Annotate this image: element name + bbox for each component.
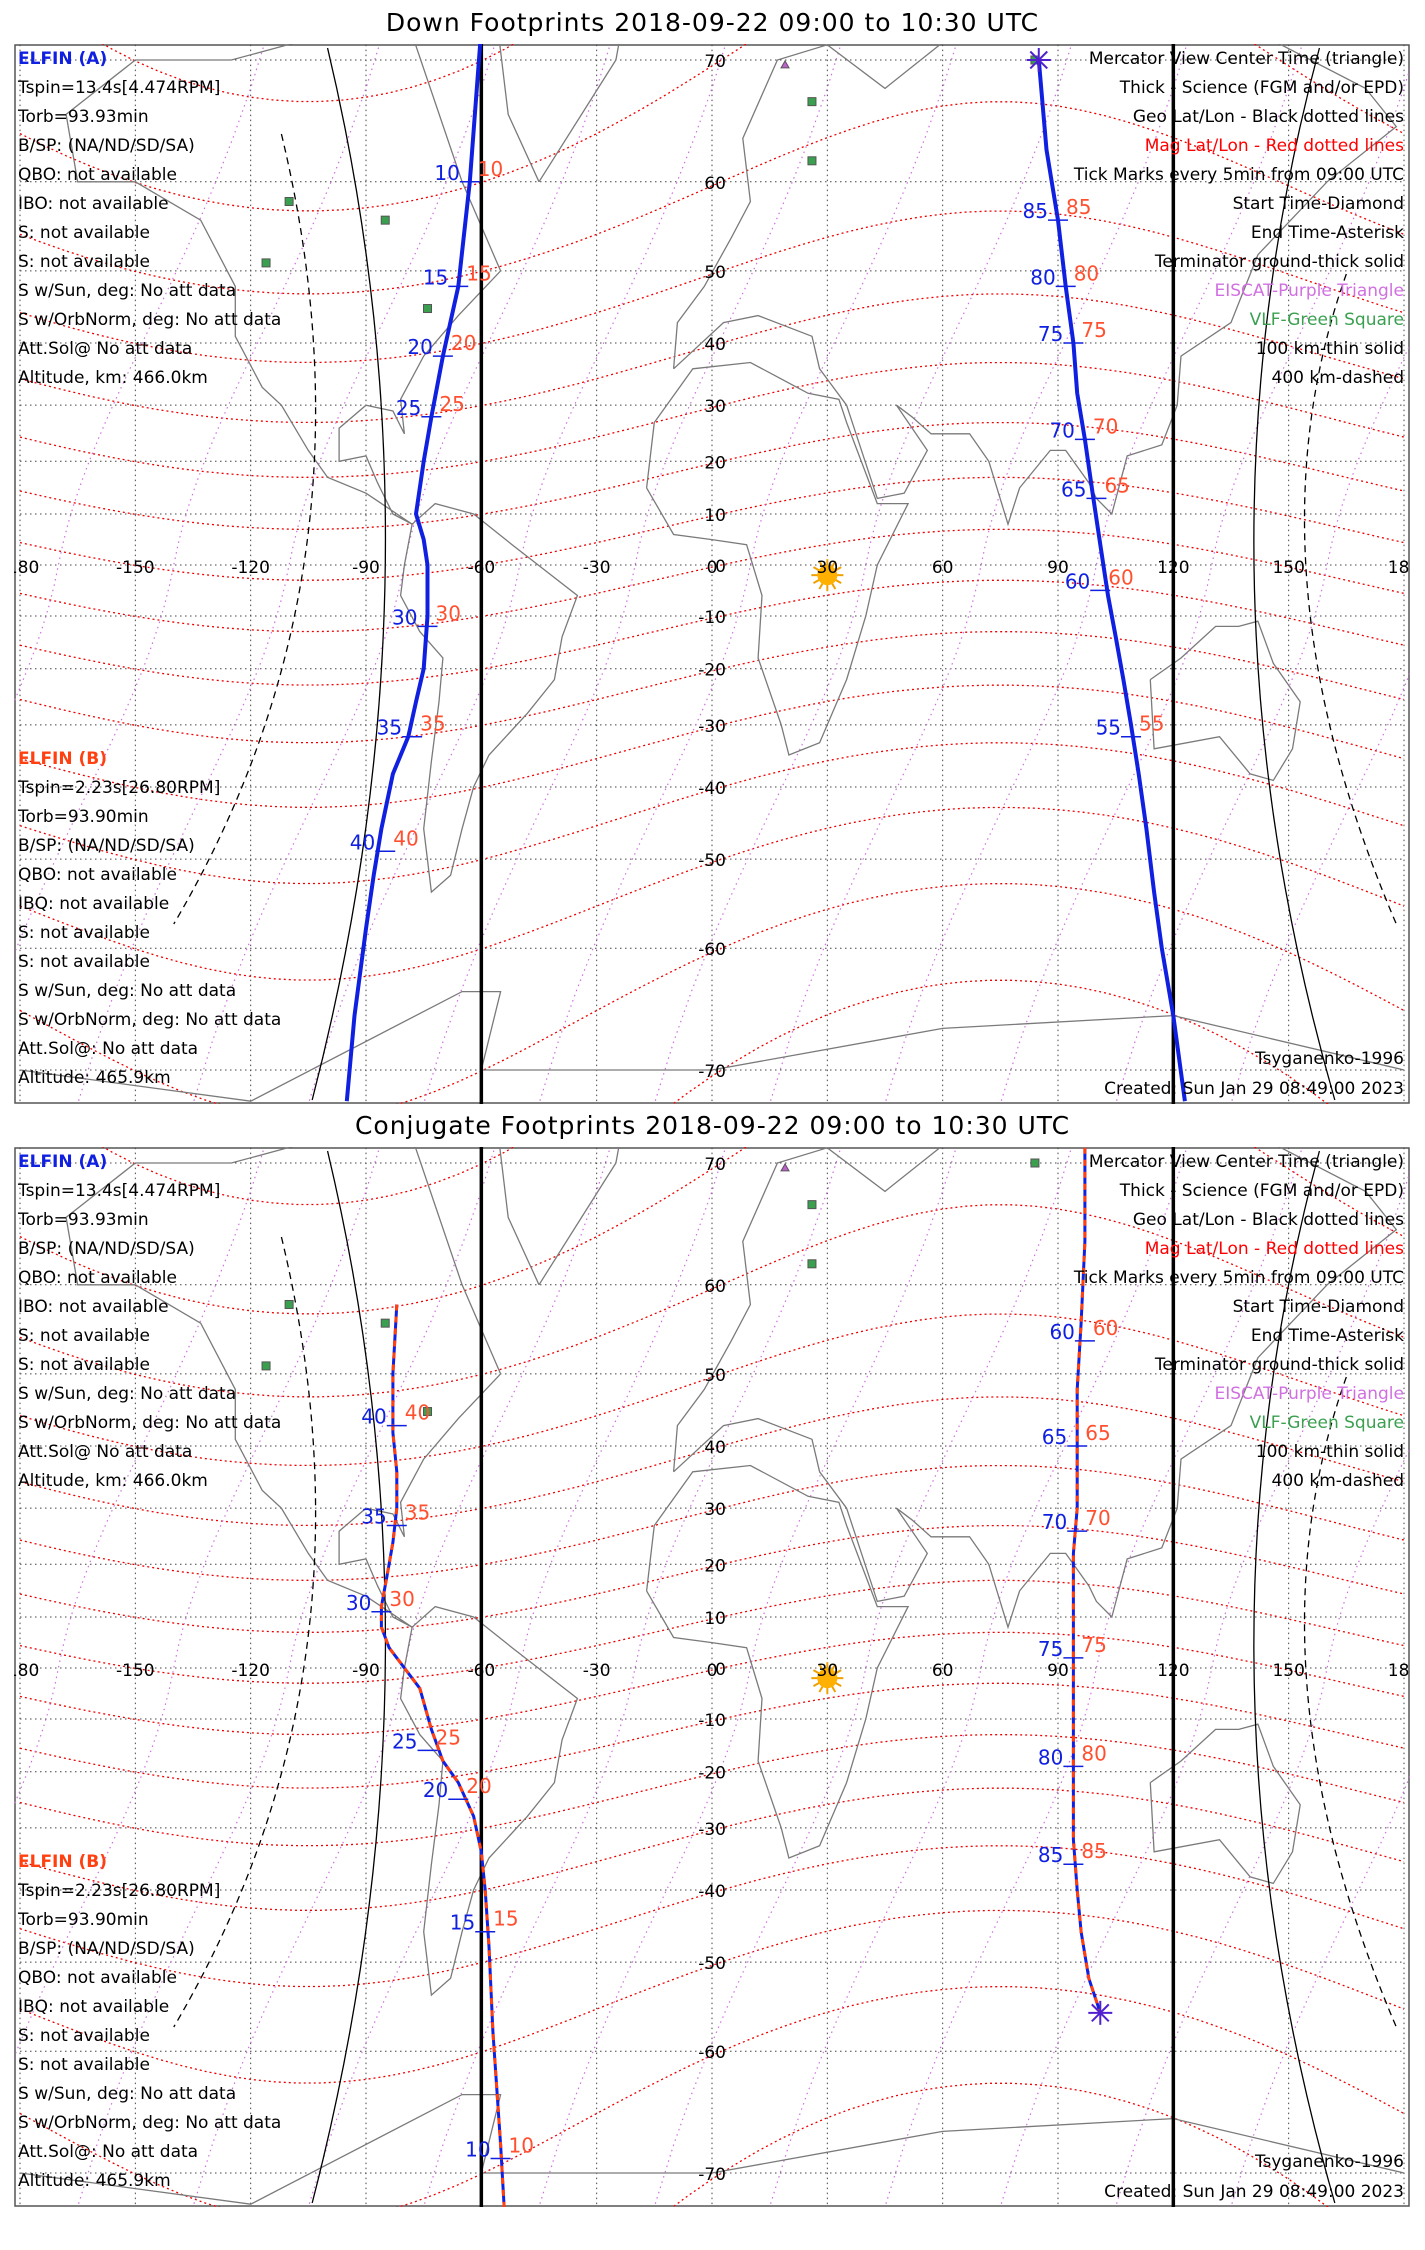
- latitude-label: -10: [698, 1711, 726, 1732]
- elfin-b-tick-label-blue: 80: [1037, 1745, 1064, 1770]
- legend-item: End Time-Asterisk: [1250, 223, 1404, 243]
- elfin-b-info-line: Torb=93.90min: [18, 807, 149, 827]
- elfin-a-info-line: S: not available: [18, 223, 150, 243]
- latitude-label: 60: [704, 173, 726, 194]
- longitude-label: -120: [231, 1661, 270, 1681]
- latitude-label: -70: [698, 1062, 726, 1083]
- elfin-b-tick-label-blue: 60: [1049, 1319, 1075, 1344]
- elfin-b-tick-label-red: 80: [1073, 261, 1100, 286]
- longitude-label: 80: [17, 1661, 40, 1681]
- elfin-b-info-line: QBO: not available: [18, 1968, 177, 1988]
- elfin-b-tick-label-red: 85: [1066, 195, 1092, 220]
- latitude-label: -40: [698, 1882, 726, 1903]
- elfin-b-info-line: IBQ: not available: [18, 894, 170, 914]
- elfin-b-info-line: B/SP: (NA/ND/SD/SA): [18, 836, 195, 856]
- elfin-a-info-line: B/SP: (NA/ND/SD/SA): [18, 136, 195, 156]
- created-label: Created: Sun Jan 29 08:49:00 2023: [1104, 2182, 1404, 2202]
- legend-item: VLF-Green Square: [1249, 1413, 1404, 1433]
- legend-item: Tick Marks every 5min from 09:00 UTC: [1073, 165, 1404, 185]
- elfin-b-header: ELFIN (B): [18, 749, 108, 769]
- longitude-label: -30: [582, 558, 611, 578]
- elfin-b-tick-label-red: 60: [1108, 565, 1134, 590]
- longitude-label: 30: [816, 558, 839, 578]
- elfin-a-tick-label-red: 35: [420, 711, 446, 736]
- legend-item: EISCAT-Purple Triangle: [1214, 1384, 1404, 1404]
- elfin-b-info-line: Tspin=2.23s[26.80RPM]: [18, 778, 221, 798]
- elfin-a-tick-label-blue: 10: [434, 160, 460, 185]
- elfin-b-info-line: S w/Sun, deg: No att data: [18, 2084, 237, 2104]
- elfin-b-info-line: S w/OrbNorm, deg: No att data: [18, 1010, 282, 1030]
- longitude-label: -90: [352, 558, 380, 578]
- legend-item: EISCAT-Purple Triangle: [1214, 281, 1404, 301]
- elfin-b-tick-label-blue: 70: [1041, 1510, 1068, 1535]
- elfin-b-tick-label-blue: 85: [1022, 199, 1048, 224]
- latitude-label: -60: [698, 2043, 726, 2064]
- vlf-square: [381, 1319, 389, 1327]
- latitude-label: -20: [698, 660, 726, 681]
- elfin-a-info-line: B/SP: (NA/ND/SD/SA): [18, 1239, 195, 1259]
- longitude-label: 150: [1272, 558, 1305, 578]
- elfin-b-tick-label-red: 65: [1085, 1420, 1111, 1445]
- vlf-square: [808, 98, 816, 106]
- elfin-a-tick-label-blue: 35: [361, 1504, 387, 1529]
- vlf-square: [285, 197, 293, 205]
- elfin-b-tick-label-blue: 70: [1049, 418, 1075, 443]
- elfin-b-tick-label-blue: 60: [1064, 569, 1091, 594]
- elfin-b-info-line: Att.Sol@: No att data: [18, 1039, 199, 1059]
- latitude-label: 70: [704, 1154, 726, 1175]
- elfin-b-tick-label-red: 70: [1085, 1506, 1111, 1531]
- latitude-label: 50: [704, 1365, 726, 1386]
- down-footprint-map: [14, 44, 1410, 1104]
- legend-item: 100 km-thin solid: [1255, 1442, 1404, 1462]
- legend-item: Start Time-Diamond: [1232, 194, 1404, 214]
- longitude-label: 18: [1387, 1661, 1410, 1681]
- elfin-b-info-line: S: not available: [18, 2055, 150, 2075]
- elfin-a-info-line: S w/OrbNorm, deg: No att data: [18, 310, 282, 330]
- conjugate-panel-title: Conjugate Footprints 2018-09-22 09:00 to 10:30 UTC: [354, 1111, 1071, 1140]
- legend-item: 400 km-dashed: [1271, 368, 1404, 388]
- elfin-a-info-line: Tspin=13.4s[4.474RPM]: [18, 1181, 221, 1201]
- legend-item: Thick - Science (FGM and/or EPD): [1119, 1181, 1404, 1201]
- elfin-a-tick-label-red: 10: [508, 2133, 535, 2158]
- legend-item: Mercator View Center Time (triangle): [1088, 49, 1404, 69]
- latitude-label: 20: [704, 1556, 726, 1577]
- elfin-a-header: ELFIN (A): [18, 1152, 108, 1172]
- elfin-a-info-line: S w/Sun, deg: No att data: [18, 1384, 237, 1404]
- latitude-label: 30: [704, 397, 726, 418]
- elfin-b-tick-label-red: 55: [1139, 711, 1165, 736]
- longitude-label: 30: [816, 1661, 839, 1681]
- longitude-label: 120: [1157, 558, 1190, 578]
- elfin-a-tick-label-blue: 40: [349, 830, 376, 855]
- elfin-a-info-line: S w/Sun, deg: No att data: [18, 281, 237, 301]
- legend-item: Mercator View Center Time (triangle): [1088, 1152, 1404, 1172]
- elfin-a-info-line: QBO: not available: [18, 1268, 177, 1288]
- latitude-label: 20: [704, 453, 726, 474]
- elfin-b-tick-label-red: 80: [1081, 1741, 1107, 1766]
- elfin-b-tick-label-blue: 55: [1095, 715, 1122, 740]
- elfin-b-info-line: Att.Sol@: No att data: [18, 2142, 199, 2162]
- elfin-a-info-line: Altitude, km: 466.0km: [18, 368, 208, 388]
- vlf-square: [808, 157, 816, 165]
- elfin-b-tick-label-red: 60: [1092, 1315, 1119, 1340]
- vlf-square: [424, 305, 432, 313]
- elfin-a-tick-label-red: 40: [404, 1400, 431, 1425]
- vlf-square: [381, 216, 389, 224]
- elfin-a-tick-label-blue: 10: [465, 2137, 491, 2162]
- elfin-b-info-line: S w/Sun, deg: No att data: [18, 981, 237, 1001]
- elfin-b-tick-label-red: 75: [1081, 317, 1107, 342]
- longitude-label: 150: [1272, 1661, 1305, 1681]
- elfin-a-info-line: IBO: not available: [18, 194, 169, 214]
- elfin-a-tick-label-blue: 25: [392, 1729, 418, 1754]
- latitude-label: -10: [698, 608, 726, 629]
- longitude-label: 0: [706, 1661, 718, 1681]
- elfin-a-info-line: S: not available: [18, 252, 150, 272]
- elfin-b-info-line: Altitude: 465.9km: [18, 1068, 171, 1088]
- elfin-a-tick-label-red: 15: [466, 261, 492, 286]
- legend-item: Terminator ground-thick solid: [1154, 252, 1404, 272]
- vlf-square: [285, 1300, 293, 1308]
- elfin-a-info-line: Att.Sol@ No att data: [18, 1442, 193, 1462]
- latitude-label: 60: [704, 1276, 726, 1297]
- elfin-a-tick-label-blue: 20: [407, 335, 433, 360]
- latitude-label: 40: [704, 334, 726, 355]
- elfin-b-tick-label-blue: 65: [1041, 1424, 1068, 1449]
- latitude-label: -50: [698, 851, 726, 872]
- down-map-svg: [14, 44, 1410, 1104]
- legend-item: Mag Lat/Lon - Red dotted lines: [1144, 1239, 1404, 1259]
- latitude-label: -40: [698, 779, 726, 800]
- vlf-square: [1031, 1159, 1039, 1167]
- elfin-a-tick-label-red: 30: [389, 1586, 415, 1611]
- legend-item: VLF-Green Square: [1249, 310, 1404, 330]
- elfin-b-tick-label-red: 70: [1092, 414, 1119, 439]
- model-label: Tsyganenko-1996: [1254, 1049, 1404, 1069]
- elfin-b-header: ELFIN (B): [18, 1852, 108, 1872]
- conjugate-map-svg: [14, 1147, 1410, 2207]
- latitude-label: 30: [704, 1500, 726, 1521]
- elfin-a-tick-label-blue: 15: [422, 265, 449, 290]
- longitude-label: -30: [582, 1661, 611, 1681]
- longitude-label: 120: [1157, 1661, 1190, 1681]
- longitude-label: -90: [352, 1661, 380, 1681]
- elfin-b-info-line: S w/OrbNorm, deg: No att data: [18, 2113, 282, 2133]
- longitude-label: 90: [1047, 1661, 1069, 1681]
- longitude-label: -120: [231, 558, 270, 578]
- elfin-b-info-line: S: not available: [18, 952, 150, 972]
- elfin-a-info-line: Tspin=13.4s[4.474RPM]: [18, 78, 221, 98]
- elfin-a-info-line: S w/OrbNorm, deg: No att data: [18, 1413, 282, 1433]
- longitude-label: 80: [17, 558, 40, 578]
- longitude-label: 0: [706, 558, 718, 578]
- elfin-b-tick-label-blue: 75: [1037, 1636, 1064, 1661]
- latitude-label: -70: [698, 2165, 726, 2186]
- elfin-a-info-line: S: not available: [18, 1326, 150, 1346]
- longitude-label: -60: [467, 558, 496, 578]
- longitude-label: -150: [116, 1661, 155, 1681]
- longitude-label: 60: [931, 558, 954, 578]
- elfin-a-tick-label-red: 20: [466, 1774, 492, 1799]
- elfin-a-tick-label-red: 20: [450, 331, 477, 356]
- elfin-a-info-line: Torb=93.93min: [18, 1210, 149, 1230]
- elfin-b-tick-label-red: 75: [1081, 1632, 1107, 1657]
- latitude-label: 70: [704, 51, 726, 72]
- elfin-b-tick-label-red: 65: [1104, 473, 1130, 498]
- elfin-a-info-line: S: not available: [18, 1355, 150, 1375]
- legend-item: Geo Lat/Lon - Black dotted lines: [1132, 107, 1404, 127]
- elfin-a-tick-label-red: 15: [493, 1906, 519, 1931]
- latitude-label: 10: [704, 1608, 726, 1629]
- elfin-a-tick-label-red: 35: [404, 1500, 431, 1525]
- end-time-asterisk: [1027, 48, 1051, 72]
- longitude-label: 90: [1047, 558, 1069, 578]
- longitude-label: 60: [931, 1661, 954, 1681]
- elfin-a-tick-label-blue: 25: [395, 395, 422, 420]
- elfin-b-info-line: IBQ: not available: [18, 1997, 170, 2017]
- vlf-square: [808, 1260, 816, 1268]
- elfin-a-tick-label-blue: 20: [422, 1778, 449, 1803]
- elfin-a-tick-label-blue: 30: [392, 605, 418, 630]
- legend-item: Start Time-Diamond: [1232, 1297, 1404, 1317]
- longitude-label: -60: [467, 1661, 496, 1681]
- elfin-b-info-line: Torb=93.90min: [18, 1910, 149, 1930]
- latitude-label: 40: [704, 1437, 726, 1458]
- conjugate-footprint-map: [14, 1147, 1410, 2207]
- latitude-label: -60: [698, 940, 726, 961]
- elfin-a-tick-label-red: 40: [393, 826, 419, 851]
- latitude-label: -30: [698, 1819, 726, 1840]
- elfin-a-tick-label-red: 30: [435, 601, 461, 626]
- latitude-label: 0: [715, 557, 726, 577]
- latitude-label: 10: [704, 505, 726, 526]
- latitude-label: -30: [698, 716, 726, 737]
- elfin-b-info-line: B/SP: (NA/ND/SD/SA): [18, 1939, 195, 1959]
- longitude-label: -150: [116, 558, 155, 578]
- elfin-b-tick-label-blue: 85: [1037, 1843, 1064, 1868]
- latitude-label: -50: [698, 1954, 726, 1975]
- elfin-a-tick-label-red: 10: [477, 156, 504, 181]
- elfin-b-info-line: QBO: not available: [18, 865, 177, 885]
- elfin-a-header: ELFIN (A): [18, 49, 108, 69]
- legend-item: Tick Marks every 5min from 09:00 UTC: [1073, 1268, 1404, 1288]
- elfin-b-tick-label-blue: 75: [1037, 321, 1064, 346]
- elfin-b-tick-label-red: 85: [1081, 1839, 1107, 1864]
- elfin-a-info-line: Altitude, km: 466.0km: [18, 1471, 208, 1491]
- elfin-a-tick-label-red: 25: [435, 1725, 461, 1750]
- legend-item: Mag Lat/Lon - Red dotted lines: [1144, 136, 1404, 156]
- elfin-b-tick-label-blue: 65: [1060, 477, 1087, 502]
- elfin-a-info-line: QBO: not available: [18, 165, 177, 185]
- vlf-square: [262, 1362, 270, 1370]
- elfin-b-info-line: Altitude: 465.9km: [18, 2171, 171, 2191]
- elfin-a-info-line: Att.Sol@ No att data: [18, 339, 193, 359]
- elfin-a-tick-label-blue: 30: [345, 1590, 372, 1615]
- created-label: Created: Sun Jan 29 08:49:00 2023: [1104, 1079, 1404, 1099]
- legend-item: 100 km-thin solid: [1255, 339, 1404, 359]
- legend-item: Geo Lat/Lon - Black dotted lines: [1132, 1210, 1404, 1230]
- longitude-label: 18: [1387, 558, 1410, 578]
- latitude-label: 0: [715, 1660, 726, 1680]
- model-label: Tsyganenko-1996: [1254, 2152, 1404, 2172]
- elfin-a-tick-label-red: 25: [439, 391, 465, 416]
- legend-item: End Time-Asterisk: [1250, 1326, 1404, 1346]
- latitude-label: -20: [698, 1763, 726, 1784]
- elfin-b-info-line: S: not available: [18, 923, 150, 943]
- legend-item: Terminator ground-thick solid: [1154, 1355, 1404, 1375]
- elfin-a-tick-label-blue: 40: [361, 1404, 387, 1429]
- down-panel-title: Down Footprints 2018-09-22 09:00 to 10:30 UTC: [385, 8, 1040, 37]
- elfin-a-tick-label-blue: 15: [449, 1910, 476, 1935]
- elfin-b-tick-label-blue: 80: [1030, 265, 1056, 290]
- elfin-a-info-line: Torb=93.93min: [18, 107, 149, 127]
- latitude-label: 50: [704, 262, 726, 283]
- vlf-square: [808, 1201, 816, 1209]
- elfin-b-info-line: Tspin=2.23s[26.80RPM]: [18, 1881, 221, 1901]
- legend-item: Thick - Science (FGM and/or EPD): [1119, 78, 1404, 98]
- elfin-a-tick-label-blue: 35: [376, 715, 403, 740]
- elfin-a-info-line: IBO: not available: [18, 1297, 169, 1317]
- end-time-asterisk: [1088, 2001, 1112, 2025]
- vlf-square: [262, 259, 270, 267]
- elfin-b-info-line: S: not available: [18, 2026, 150, 2046]
- legend-item: 400 km-dashed: [1271, 1471, 1404, 1491]
